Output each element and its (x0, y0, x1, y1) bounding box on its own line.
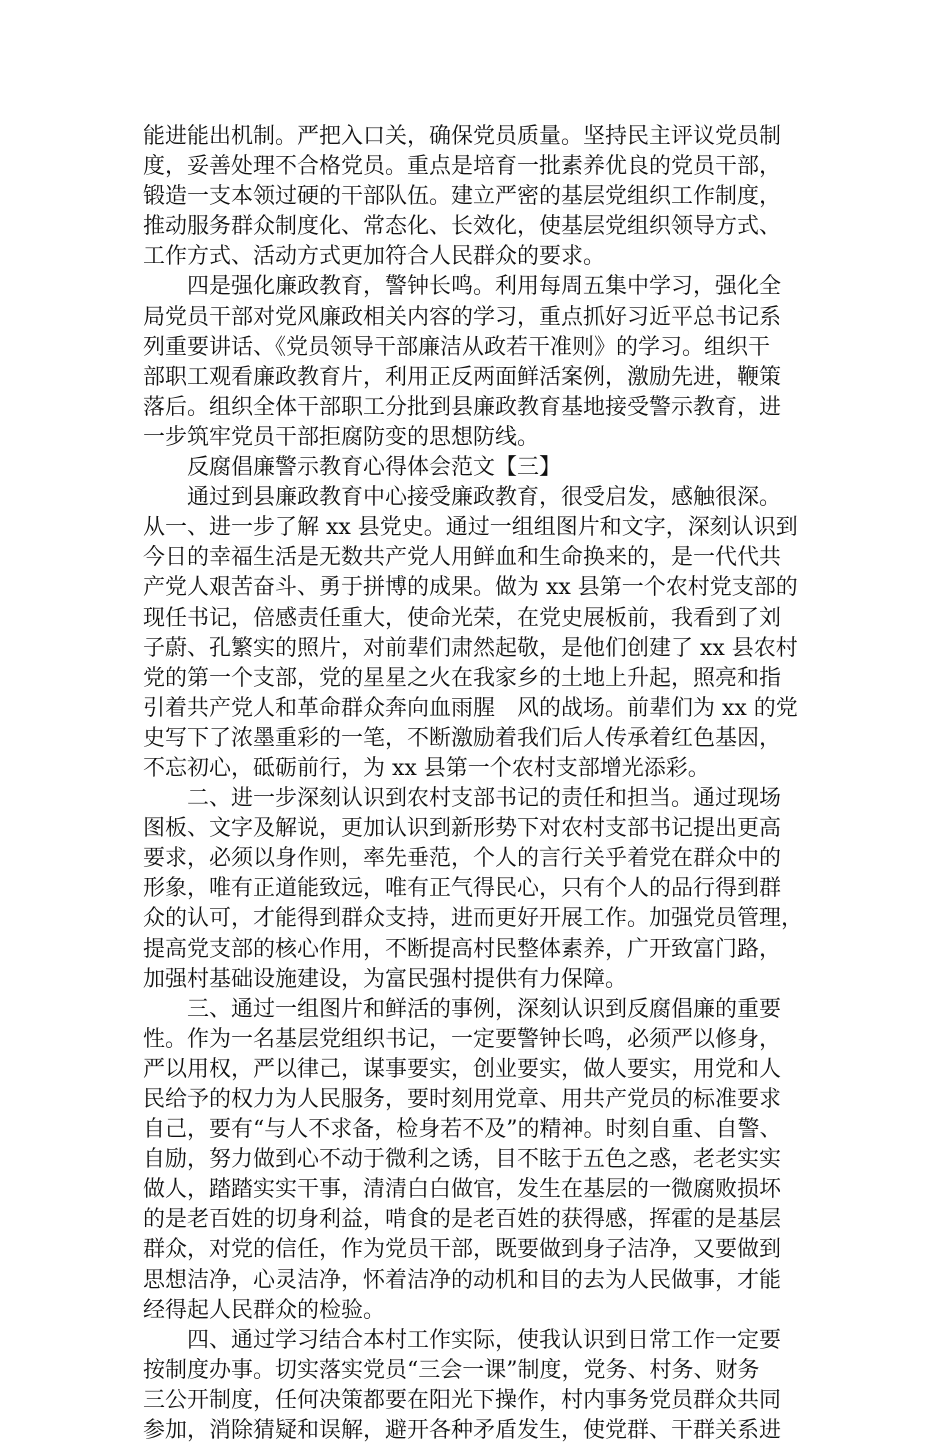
text-line: 推动服务群众制度化、常态化、长效化，使基层党组织领导方式、 (143, 214, 782, 240)
text-line: 经得起人民群众的检验。 (143, 1297, 386, 1323)
text-line: 性。作为一名基层党组织书记，一定要警钟长鸣，必须严以修身， (143, 1026, 782, 1052)
text-line: 形象，唯有正道能致远，唯有正气得民心，只有个人的品行得到群 (143, 876, 782, 902)
text-line: 通过到县廉政教育中心接受廉政教育，很受启发，感触很深。 (143, 485, 782, 511)
text-line: 做人，踏踏实实干事，清清白白做官，发生在基层的一微腐败损坏 (143, 1177, 782, 1203)
text-line: 三公开制度，任何决策都要在阳光下操作，村内事务党员群众共同 (143, 1387, 782, 1413)
text-line: 一步筑牢党员干部拒腐防变的思想防线。 (143, 424, 540, 450)
text-line: 四是强化廉政教育，警钟长鸣。利用每周五集中学习，强化全 (143, 274, 782, 300)
text-line: 提高党支部的核心作用，不断提高村民整体素养，广开致富门路， (143, 936, 782, 962)
text-line: 按制度办事。切实落实党员“三会一课”制度，党务、村务、财务 (143, 1357, 760, 1383)
text-line: 自励，努力做到心不动于微利之诱，目不眩于五色之惑，老老实实 (143, 1147, 782, 1173)
text-line: 引着共产党人和革命群众奔向血雨腥 风的战场。前辈们为 xx 的党 (143, 695, 798, 721)
text-line: 反腐倡廉警示教育心得体会范文【三】 (143, 455, 562, 481)
text-line: 落后。组织全体干部职工分批到县廉政教育基地接受警示教育，进 (143, 394, 782, 420)
text-line: 自己，要有“与人不求备，检身若不及”的精神。时刻自重、自警、 (143, 1117, 782, 1143)
text-line: 工作方式、活动方式更加符合人民群众的要求。 (143, 244, 606, 270)
text-line: 部职工观看廉政教育片，利用正反两面鲜活案例，激励先进，鞭策 (143, 364, 782, 390)
text-line: 从一、进一步了解 xx 县党史。通过一组组图片和文字，深刻认识到 (143, 515, 798, 541)
text-line: 众的认可，才能得到群众支持，进而更好开展工作。加强党员管理， (143, 906, 804, 932)
text-line: 今日的幸福生活是无数共产党人用鲜血和生命换来的，是一代代共 (143, 545, 782, 571)
text-line: 的是老百姓的切身利益，啃食的是老百姓的获得感，挥霍的是基层 (143, 1207, 782, 1233)
text-line: 二、进一步深刻认识到农村支部书记的责任和担当。通过现场 (143, 786, 782, 812)
text-line: 群众，对党的信任，作为党员干部，既要做到身子洁净，又要做到 (143, 1237, 782, 1263)
text-line: 四、通过学习结合本村工作实际，使我认识到日常工作一定要 (143, 1327, 782, 1353)
text-line: 产党人艰苦奋斗、勇于拼博的成果。做为 xx 县第一个农村党支部的 (143, 575, 798, 601)
text-line: 严以用权，严以律己，谋事要实，创业要实，做人要实，用党和人 (143, 1056, 782, 1082)
text-line: 史写下了浓墨重彩的一笔，不断激励着我们后人传承着红色基因， (143, 725, 782, 751)
text-line: 局党员干部对党风廉政相关内容的学习，重点抓好习近平总书记系 (143, 304, 782, 330)
text-line: 加强村基础设施建设，为富民强村提供有力保障。 (143, 966, 628, 992)
text-line: 锻造一支本领过硬的干部队伍。建立严密的基层党组织工作制度， (143, 184, 782, 210)
text-line: 度，妥善处理不合格党员。重点是培育一批素养优良的党员干部， (143, 154, 782, 180)
text-line: 子蔚、孔繁实的照片，对前辈们肃然起敬，是他们创建了 xx 县农村 (143, 635, 798, 661)
text-line: 现任书记，倍感责任重大，使命光荣，在党史展板前，我看到了刘 (143, 605, 782, 631)
text-line: 参加，消除猜疑和误解，避开各种矛盾发生，使党群、干群关系进 (143, 1418, 782, 1444)
text-line: 不忘初心，砥砺前行，为 xx 县第一个农村支部增光添彩。 (143, 755, 710, 781)
text-line: 民给予的权力为人民服务，要时刻用党章、用共产党员的标准要求 (143, 1087, 782, 1112)
text-line: 列重要讲话、《党员领导干部廉洁从政若干准则》的学习。组织干 (143, 334, 771, 360)
text-line: 思想洁净，心灵洁净，怀着洁净的动机和目的去为人民做事，才能 (143, 1267, 782, 1293)
text-line: 要求，必须以身作则，率先垂范，个人的言行关乎着党在群众中的 (143, 846, 782, 872)
text-line: 能进能出机制。严把入口关，确保党员质量。坚持民主评议党员制 (143, 124, 782, 149)
text-line: 图板、文字及解说，更加认识到新形势下对农村支部书记提出更高 (143, 816, 782, 842)
text-line: 三、通过一组图片和鲜活的事例，深刻认识到反腐倡廉的重要 (143, 996, 782, 1022)
text-line: 党的第一个支部，党的星星之火在我家乡的土地上升起，照亮和指 (143, 665, 782, 691)
document-body (143, 122, 813, 1446)
